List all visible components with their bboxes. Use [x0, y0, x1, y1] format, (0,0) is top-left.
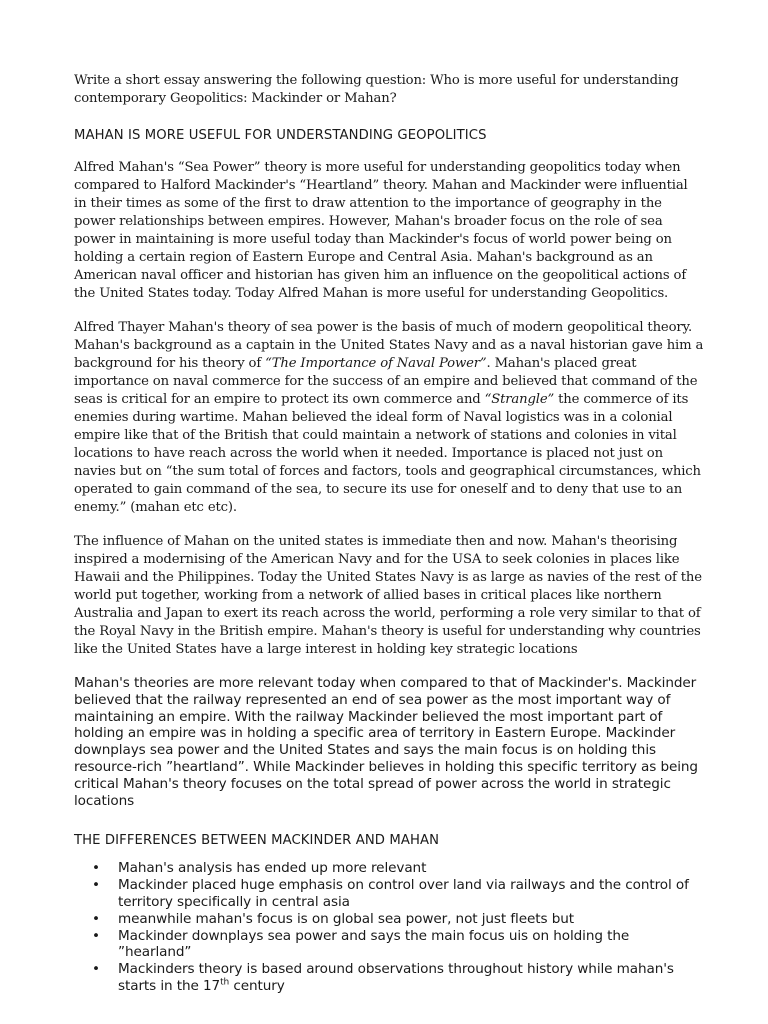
- superscript-suffix: th: [220, 977, 230, 988]
- list-item: [74, 860, 704, 877]
- document-page: [74, 72, 704, 995]
- bullet-icon: •: [92, 910, 100, 927]
- paragraph-text: . Mahan's placed great importance on naval commerce for the success of an empire and believed that command of the seas is critical for an empire to protect its own commerce and: [74, 356, 698, 407]
- list-item-text: Mahan's analysis has ended up more relevant: [118, 860, 427, 877]
- bullet-icon: •: [92, 927, 100, 944]
- list-item: [74, 877, 704, 911]
- list-item-text: Mackinder placed huge emphasis on control over land via railways and the control of territory specifically in central asia: [118, 877, 689, 910]
- italic-quote-strangle: “Strangle”: [484, 392, 555, 407]
- differences-list: [74, 860, 704, 994]
- paragraph-intro: Alfred Mahan's “Sea Power” theory is more useful for understanding geopolitics today when compared to Halford Mackinder's “Heartland” theory. Mahan and Mackinder were influential in their times as some of the first to draw attention to the importance of geography in the power relationships between empires. However, Mahan's broader focus on the role of sea power in maintaining is more useful today than Mackinder's focus of world power being on holding a certain region of Eastern Europe and Central Asia. Mahan's background as an American naval officer and historian has given him an influence on the geopolitical actions of the United States today. Today Alfred Mahan is more useful for understanding Geopolitics.: [74, 160, 688, 301]
- essay-question: Write a short essay answering the following question: Who is more useful for understanding contemporary Geopolitics: Mackinder or Mahan?: [74, 73, 679, 106]
- list-item: [74, 911, 704, 928]
- bullet-icon: •: [92, 961, 100, 978]
- paragraph-influence: The influence of Mahan on the united states is immediate then and now. Mahan's theorising inspired a modernising of the American Navy and for the USA to seek colonies in places like Hawaii and the Philippines. Today the United States Navy is as large as navies of the rest of the world put together, working from a network of allied bases in critical places like northern Australia and Japan to exert its reach across the world, performing a role very similar to that of the Royal Navy in the British empire. Mahan's theory is useful for understanding why countries like the United States have a large interest in holding key strategic locations: [74, 534, 702, 657]
- section-heading-mahan-more-useful: MAHAN IS MORE USEFUL FOR UNDERSTANDING GEOPOLITICS: [74, 128, 487, 143]
- paragraph-text: the commerce of its enemies during wartime. Mahan believed the ideal form of Naval logistics was in a colonial empire like that of the British that could maintain a network of stations and colonies in vital locations to have reach across the world when it needed. Importance is placed not just on navies but on “the sum total of forces and factors, tools and geographical circumstances, which operated to gain command of the sea, to secure its use for oneself and to deny that use to an enemy.” (mahan etc etc).: [74, 392, 701, 515]
- bullet-icon: •: [92, 877, 100, 894]
- paragraph-relevance: Mahan's theories are more relevant today when compared to that of Mackinder's. Mackinder believed that the railway represented an end of sea power as the most important way of maintaining an empire. With the railway Mackinder believed the most important part of holding an empire was in holding a specific area of territory in Eastern Europe. Mackinder downplays sea power and the United States and says the main focus is on holding this resource-rich ”heartland”. While Mackinder believes in holding this specific territory as being critical Mahan's theory focuses on the total spread of power across the world in strategic locations: [74, 675, 698, 809]
- list-item-text: Mackinder downplays sea power and says the main focus uis on holding the ”hearland”: [118, 927, 630, 961]
- list-item-text: meanwhile mahan's focus is on global sea power, not just fleets but: [118, 910, 574, 927]
- paragraph-text: Alfred Thayer Mahan's theory of sea power is the basis of much of modern geopolitical theory. Mahan's background as a captain in the United States Navy and as a naval historian gave him a background for his theory of: [74, 320, 704, 371]
- list-item: [74, 961, 704, 995]
- paragraph-sea-power: [74, 319, 704, 517]
- italic-quote-naval-power: “The Importance of Naval Power”: [265, 356, 487, 371]
- list-item-text-tail: century: [229, 977, 285, 994]
- bullet-icon: •: [92, 860, 100, 877]
- section-heading-differences: THE DIFFERENCES BETWEEN MACKINDER AND MAHAN: [74, 833, 440, 849]
- list-item: [74, 928, 704, 962]
- list-item-text: Mackinders theory is based around observations throughout history while mahan's starts in the 17: [118, 961, 674, 994]
